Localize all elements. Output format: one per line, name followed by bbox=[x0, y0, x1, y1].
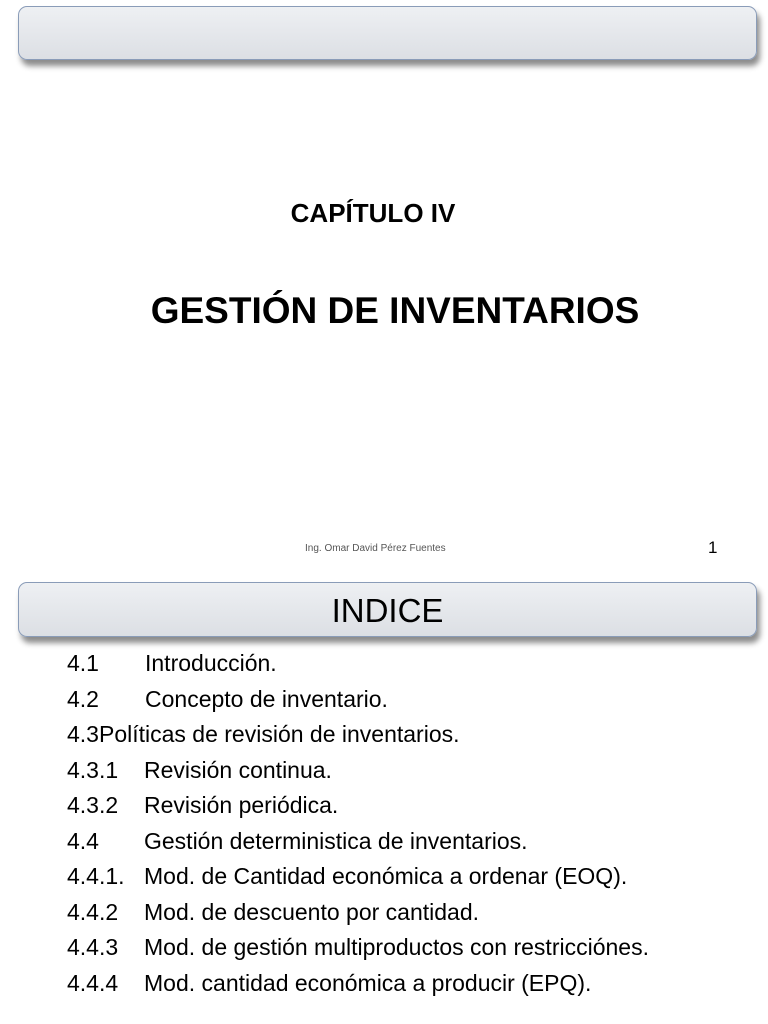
list-item bbox=[67, 682, 757, 718]
item-number: 4.4.1. bbox=[67, 863, 125, 889]
list-item bbox=[67, 788, 757, 824]
item-text: Gestión deterministica de inventarios. bbox=[144, 827, 528, 854]
title-bar bbox=[18, 6, 757, 60]
item-number: 4.4.3 bbox=[67, 934, 119, 960]
index-list bbox=[67, 646, 757, 1001]
item-text: Revisión continua. bbox=[144, 756, 332, 783]
index-title: INDICE bbox=[331, 592, 444, 629]
list-item bbox=[67, 646, 757, 682]
slide-title: GESTIÓN DE INVENTARIOS bbox=[150, 290, 640, 331]
index-slide bbox=[0, 576, 768, 1024]
item-number: 4.1 bbox=[67, 650, 99, 676]
item-text: Mod. de Cantidad económica a ordenar (EOQ). bbox=[144, 863, 628, 889]
item-number: 4.3.2 bbox=[67, 792, 119, 818]
author-footer: Ing. Omar David Pérez Fuentes bbox=[305, 543, 446, 554]
item-number: 4.4 bbox=[67, 827, 99, 854]
list-item bbox=[67, 717, 757, 753]
item-text: Mod. de gestión multiproductos con restricciónes. bbox=[144, 934, 649, 960]
item-text: Revisión periódica. bbox=[144, 792, 339, 818]
item-number: 4.4.2 bbox=[67, 898, 119, 925]
item-number: 4.2 bbox=[67, 685, 99, 712]
list-item bbox=[67, 930, 757, 966]
chapter-label: CAPÍTULO IV bbox=[290, 198, 456, 228]
item-number: 4.3 bbox=[67, 721, 99, 747]
list-item bbox=[67, 824, 757, 860]
item-text: Mod. cantidad económica a producir (EPQ). bbox=[144, 969, 592, 996]
item-text: Mod. de descuento por cantidad. bbox=[144, 898, 480, 925]
item-number: 4.4.4 bbox=[67, 969, 119, 996]
list-item bbox=[67, 966, 757, 1002]
index-title-bar bbox=[18, 582, 757, 637]
item-text: Concepto de inventario. bbox=[145, 685, 388, 712]
item-text: Introducción. bbox=[145, 650, 277, 676]
page-number: 1 bbox=[708, 538, 718, 557]
list-item bbox=[67, 859, 757, 895]
item-number: 4.3.1 bbox=[67, 756, 119, 783]
list-item bbox=[67, 895, 757, 931]
item-text: Políticas de revisión de inventarios. bbox=[98, 721, 460, 747]
list-item bbox=[67, 753, 757, 789]
